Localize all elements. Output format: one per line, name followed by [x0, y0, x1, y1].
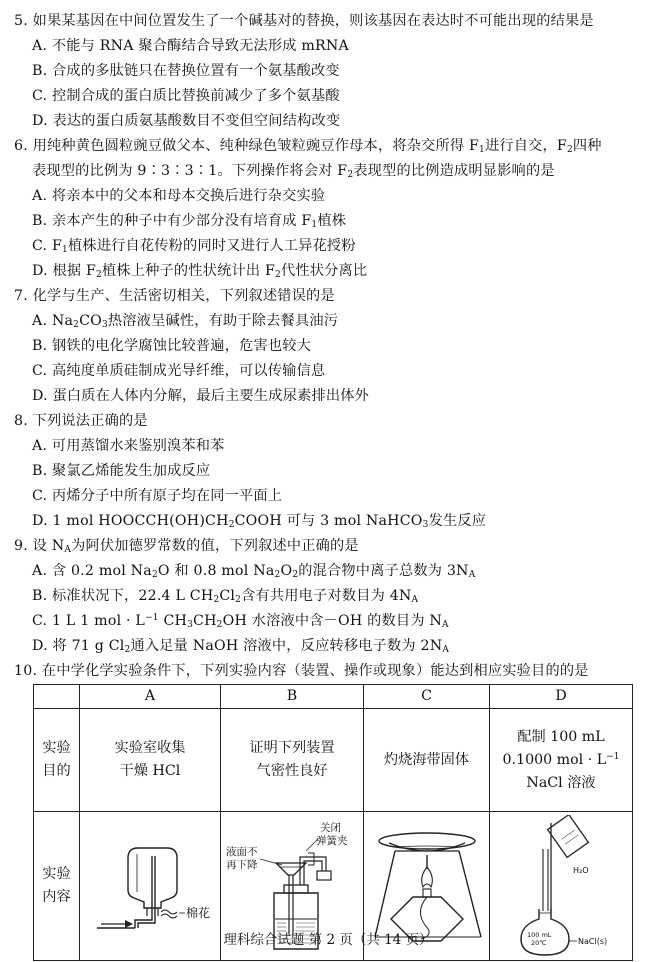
q6-stem-line2: 表现型的比例为 9∶3∶3∶1。下列操作将会对 $F_2$表现型的比例造成明显影响的是 — [32, 163, 555, 180]
q8-option-a: A. 可用蒸馏水来鉴别溴苯和苯 — [32, 438, 225, 454]
q5-option-d: D. 表达的蛋白质氨基酸数目不变但空间结构改变 — [32, 113, 341, 129]
q9-stem: 9. 设 $N_A$为阿伏加德罗常数的值，下列叙述中正确的是 — [14, 538, 359, 555]
label-liquid-level-1: 液面不 — [226, 846, 258, 858]
q7-option-c: C. 高纯度单质硅制成光导纤维，可以传输信息 — [32, 363, 326, 379]
label-water: H₂O — [573, 866, 589, 875]
label-close-1: 关闭 — [320, 822, 341, 834]
q6-option-b: B. 亲本产生的种子中有少部分没有培育成 $F_1$植株 — [32, 213, 347, 230]
q6-option-c: C. $F_1$植株进行自花传粉的同时又进行人工异花授粉 — [32, 238, 356, 255]
q5-option-b: B. 合成的多肽链只在替换位置有一个氨基酸改变 — [32, 63, 340, 79]
page-footer: 理科综合试题 第 2 页（共 14 页） — [223, 932, 433, 948]
q7-option-d: D. 蛋白质在人体内分解，最后主要生成尿素排出体外 — [32, 388, 370, 404]
q6-stem-line1: 6. 用纯种黄色圆粒豌豆做父本、纯种绿色皱粒豌豆作母本，将杂交所得 $F_1$进行自交，$F_2$四种 — [14, 138, 602, 155]
table-corner — [34, 685, 80, 709]
q9-option-b: B. 标准状况下，22.4 L $CH_2Cl_2$含有共用电子对数目为 $4N_A$ — [32, 588, 419, 605]
row-label-purpose: 实验 目的 — [34, 709, 80, 812]
q6-option-a: A. 将亲本中的父本和母本交换后进行杂交实验 — [32, 188, 326, 204]
q5-option-a: A. 不能与 RNA 聚合酶结合导致无法形成 mRNA — [32, 38, 349, 54]
q10-stem: 10. 在中学化学实验条件下，下列实验内容（装置、操作或现象）能达到相应实验目的的是 — [14, 663, 589, 679]
label-cotton: 棉花 — [186, 906, 211, 920]
q5-stem: 5. 如果某基因在中间位置发生了一个碱基对的替换，则该基因在表达时不可能出现的结果是 — [14, 13, 594, 29]
header-b: B — [221, 685, 364, 709]
q7-option-b: B. 钢铁的电化学腐蚀比较普遍，危害也较大 — [32, 338, 312, 354]
q5-option-c: C. 控制合成的蛋白质比替换前减少了多个氨基酸 — [32, 88, 340, 104]
label-flask-volume: 100 mL — [527, 931, 552, 939]
label-close-2: 弹簧夹 — [316, 835, 348, 847]
header-c: C — [364, 685, 490, 709]
q7-option-a: A. $Na_2CO_3$热溶液呈碱性，有助于除去餐具油污 — [32, 313, 339, 330]
purpose-c: 灼烧海带固体 — [364, 709, 490, 812]
label-nacl-solid: NaCl(s) — [578, 937, 608, 946]
label-liquid-level-2: 再下降 — [226, 859, 258, 871]
purpose-b: 证明下列装置 气密性良好 — [221, 709, 364, 812]
q8-option-c: C. 丙烯分子中所有原子均在同一平面上 — [32, 488, 283, 504]
table-header-row — [34, 685, 633, 709]
experiment-table — [33, 684, 633, 961]
header-d: D — [490, 685, 633, 709]
purpose-d: 配制 100 mL 0.1000 mol · $L^{-1}$ NaCl 溶液 — [490, 709, 633, 812]
q9-option-a: A. 含 0.2 mol $Na_2O$ 和 0.8 mol $Na_2O_2$的混合物中离子总数为 $3N_A$ — [32, 563, 476, 580]
label-flask-temp: 20℃ — [531, 939, 547, 947]
row-label-content: 实验 内容 — [34, 812, 80, 961]
q8-option-d: D. 1 mol $HOOCCH(OH)CH_2COOH$ 可与 3 mol NaHCO$_3$发生反应 — [32, 513, 487, 530]
q9-option-c: C. 1 L 1 mol · $L^{-1}$ $CH_3CH_2OH$ 水溶液中含－OH 的数目为 $N_A$ — [32, 613, 449, 630]
q8-stem: 8. 下列说法正确的是 — [14, 413, 148, 429]
purpose-row — [34, 709, 633, 812]
purpose-a: 实验室收集 干燥 HCl — [80, 709, 221, 812]
q7-stem: 7. 化学与生产、生活密切相关，下列叙述错误的是 — [14, 288, 335, 304]
q6-option-d: D. 根据 $F_2$植株上种子的性状统计出 $F_2$代性状分离比 — [32, 263, 368, 280]
q9-option-d: D. 将 71 g $Cl_2$通入足量 NaOH 溶液中，反应转移电子数为 $2N_A$ — [32, 638, 450, 655]
header-a: A — [80, 685, 221, 709]
q8-option-b: B. 聚氯乙烯能发生加成反应 — [32, 463, 211, 479]
